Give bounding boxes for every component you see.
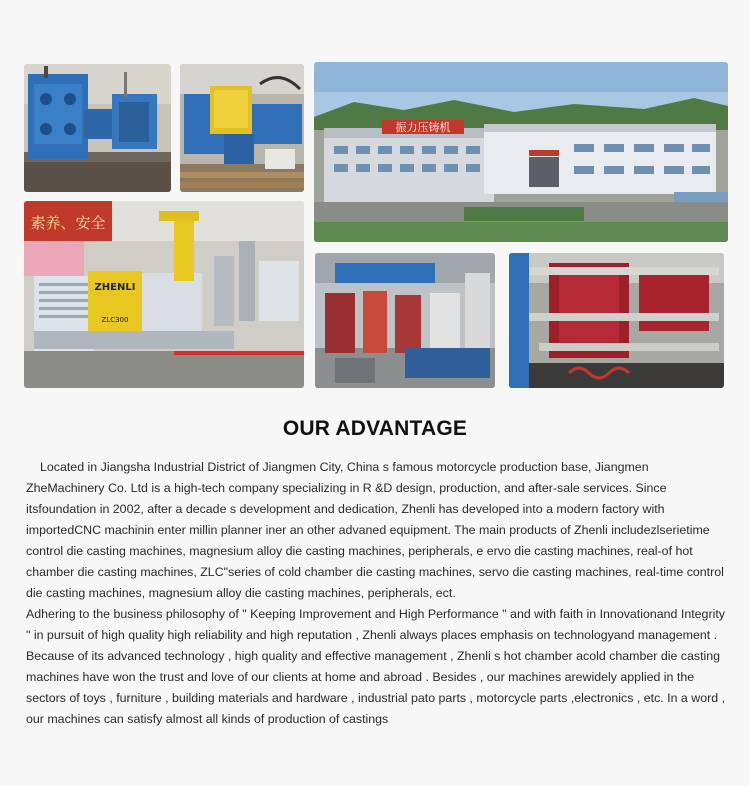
advantage-body	[26, 457, 726, 730]
blue-die-casting-machine-photo	[24, 64, 171, 192]
advantage-paragraph-2: Adhering to the business philosophy of " Keeping Improvement and High Performance " and with faith in Innovationand Integrity " in pursuit of high quality high reliability and high reputation , Zhenli always places emphasis on technologyand management . Because of its advanced technology , high quality and effective management , Zhenli s hot chamber acold chamber die casting machines have won the trust and love of our clients at home and abroad . Besides , our machines arewidely applied in the sectors of toys , furniture , building materials and hardware , industrial pato parts , motorcycle parts ,electronics , etc. In a word , our machines can satisfy almost all kinds of production of castings	[26, 607, 726, 726]
svg-text:素养、安全: 素养、安全	[30, 214, 106, 232]
red-machine-parts-photo	[509, 253, 724, 388]
section-title: OUR ADVANTAGE	[282, 417, 468, 440]
svg-text:ZHENLI: ZHENLI	[94, 282, 136, 293]
svg-text:振力压铸机: 振力压铸机	[395, 121, 451, 134]
advantage-paragraph-1: Located in Jiangsha Industrial District of Jiangmen City, China s famous motorcycle production base, Jiangmen ZheMachinery Co. Ltd is a high-tech company specializing in R &D design, production, and after-sale services. Since itsfoundation in 2002, after a decade s development and dedication, Zhenli has developed into a modern factory with importedCNC machinin enter millin planner iner an other advaned equipment. The main products of Zhenli includezlserietime control die casting machines, magnesium alloy die casting machines, peripherals, e ervo die casting machines, real-of hot chamber die casting machines, ZLC"series of cold chamber die casting machines, servo die casting machines, real-time control die casting machines, magnesium alloy die casting machines, peripherals, ect.	[26, 460, 724, 600]
svg-text:ZLC300: ZLC300	[101, 316, 129, 324]
zhenli-zlc300-machine-photo	[24, 201, 304, 388]
yellow-machine-packing-photo	[180, 64, 304, 192]
workshop-interior-photo	[315, 253, 495, 388]
factory-building-photo	[314, 62, 728, 242]
